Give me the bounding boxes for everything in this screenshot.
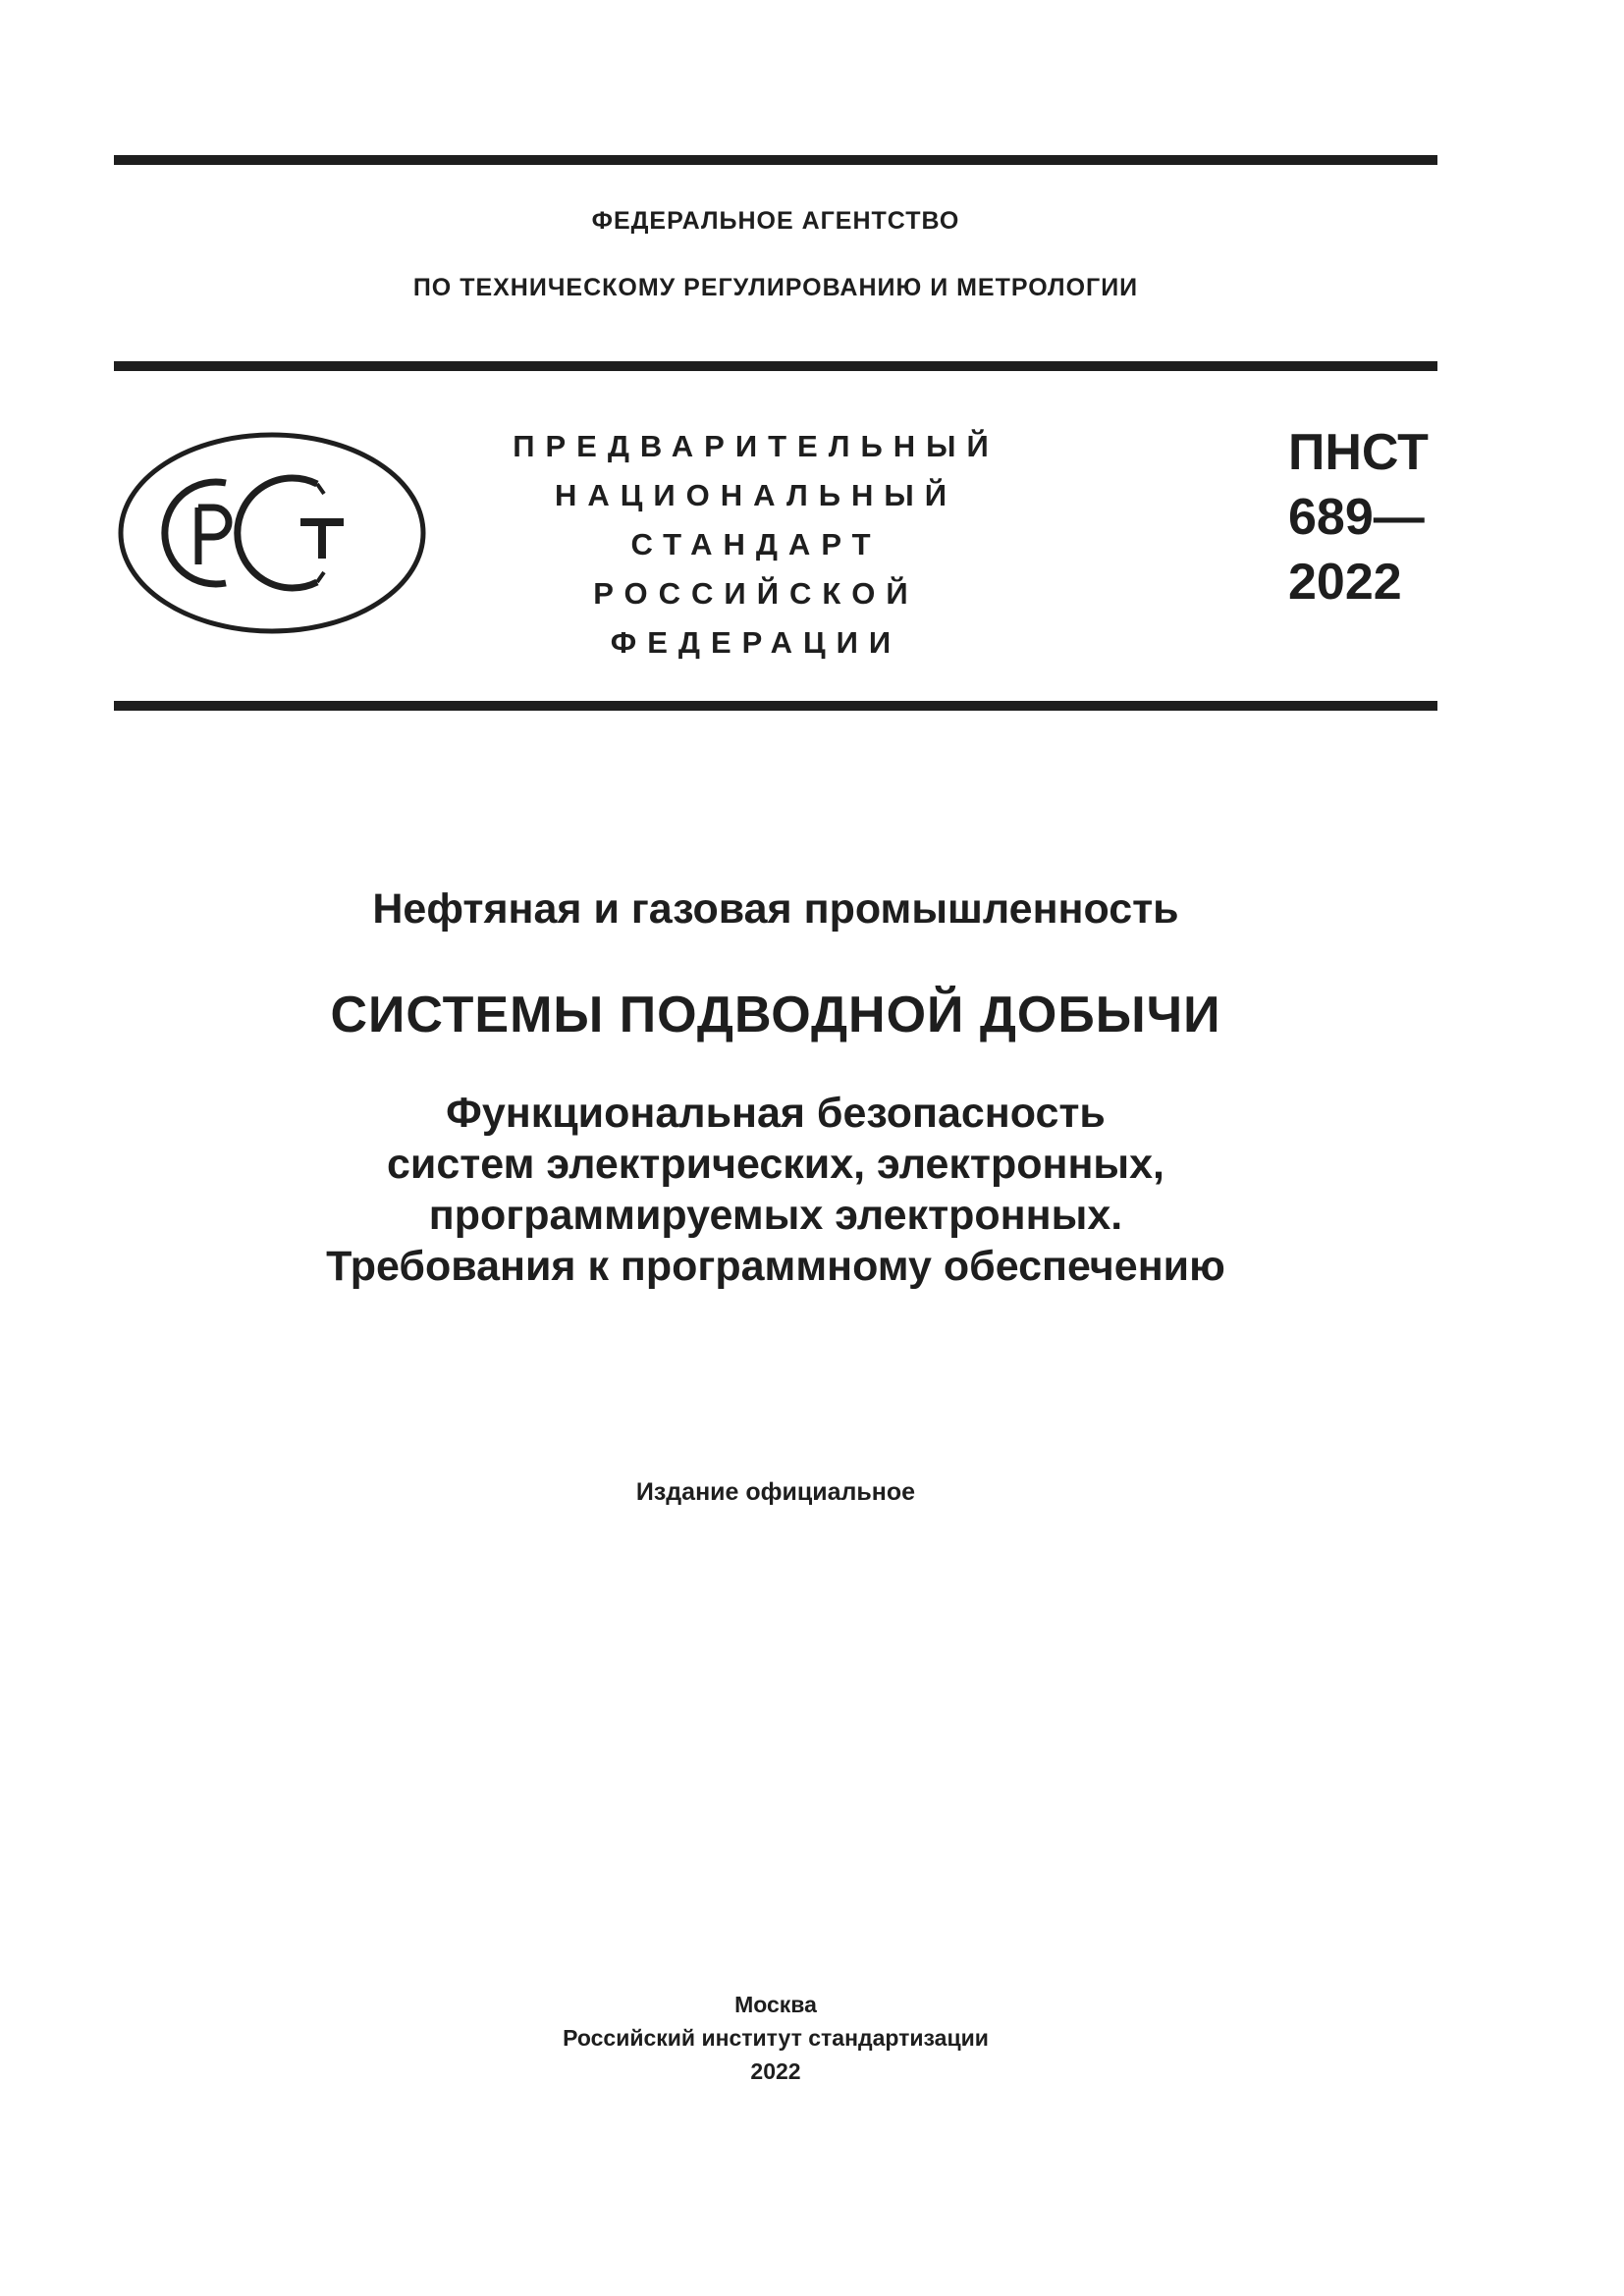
- agency-name-line2: ПО ТЕХНИЧЕСКОМУ РЕГУЛИРОВАНИЮ И МЕТРОЛОГИИ: [412, 274, 1139, 301]
- imprint-year: 2022: [750, 2058, 801, 2084]
- standard-type-line1: ПРЕДВАРИТЕЛЬНЫЙ: [513, 429, 1000, 463]
- imprint: [114, 1988, 1437, 2088]
- standard-number-line3: 2022: [1288, 554, 1402, 611]
- subtitle-line: Функциональная безопасность: [446, 1090, 1106, 1137]
- standard-type-line4: РОССИЙСКОЙ: [593, 576, 919, 611]
- standard-number-line2: 689—: [1288, 489, 1425, 546]
- system-title: СИСТЕМЫ ПОДВОДНОЙ ДОБЫЧИ: [330, 987, 1221, 1043]
- standard-type-line2: НАЦИОНАЛЬНЫЙ: [554, 478, 958, 512]
- edition-note: Издание официальное: [635, 1478, 916, 1506]
- agency-name-line1: ФЕДЕРАЛЬНОЕ АГЕНТСТВО: [591, 207, 960, 235]
- subtitle-line: программируемых электронных.: [428, 1192, 1123, 1239]
- gost-r-emblem-icon: [116, 429, 428, 637]
- imprint-city: Москва: [734, 1992, 817, 2017]
- standard-number-line1: ПНСТ: [1288, 424, 1429, 481]
- document-subtitle: [114, 1088, 1437, 1292]
- subtitle-line: Требования к программному обеспечению: [326, 1243, 1225, 1290]
- lower-rule: [114, 701, 1437, 711]
- standard-number: [1288, 420, 1429, 614]
- industry-title: Нефтяная и газовая промышленность: [372, 885, 1179, 933]
- middle-rule: [114, 361, 1437, 371]
- subtitle-line: систем электрических, электронных,: [386, 1141, 1164, 1188]
- top-rule: [114, 155, 1437, 165]
- standard-type: [481, 422, 1031, 667]
- standard-type-line5: ФЕДЕРАЦИИ: [610, 625, 902, 660]
- standard-type-line3: СТАНДАРТ: [630, 527, 882, 561]
- imprint-publisher: Российский институт стандартизации: [563, 2025, 989, 2051]
